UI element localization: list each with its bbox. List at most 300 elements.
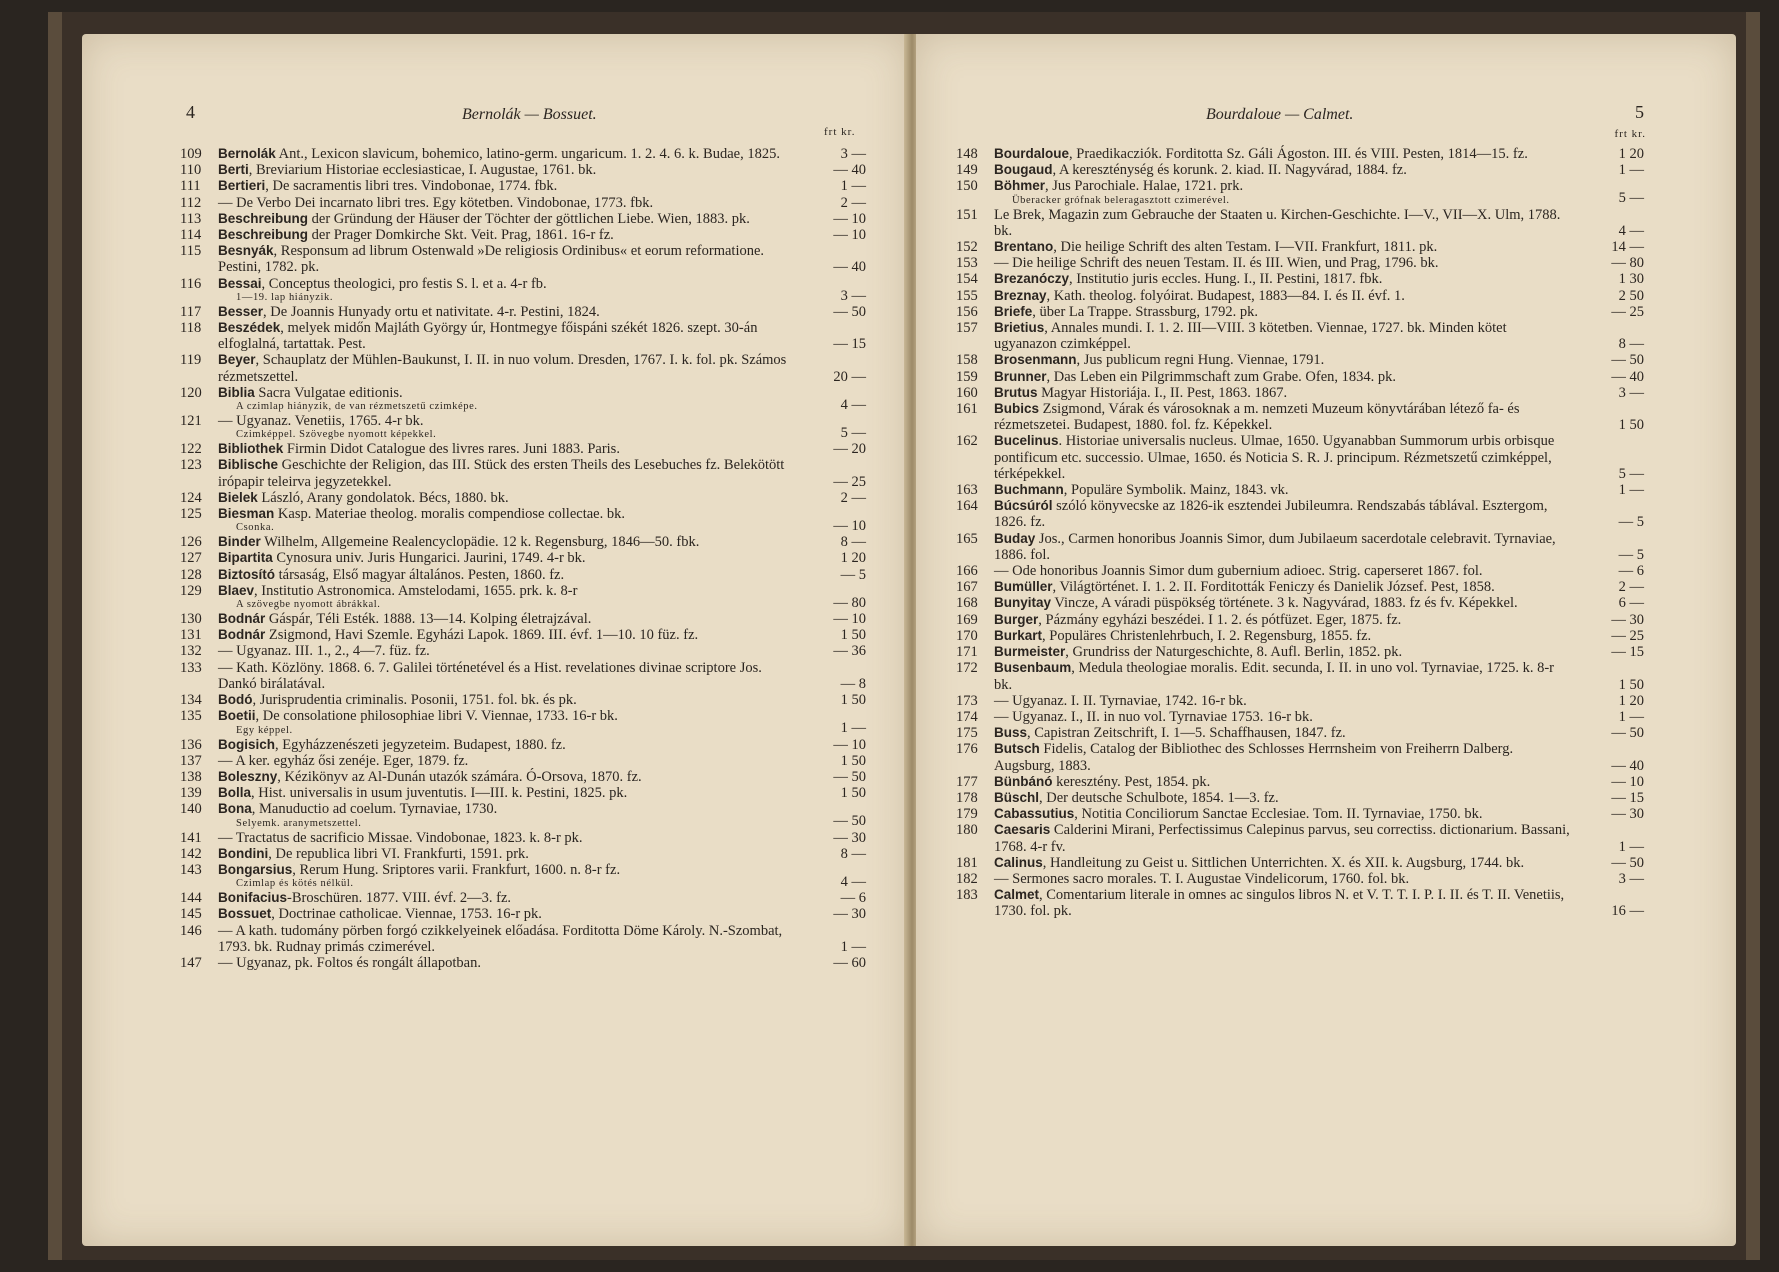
entry-price: — 10 (833, 736, 866, 753)
entry-body (218, 906, 542, 922)
entry-price: — 50 (833, 813, 866, 830)
entry-body (994, 693, 1247, 709)
entry-body (994, 871, 1409, 887)
entry-price: 2 50 (1618, 287, 1644, 304)
catalog-entry (956, 822, 1644, 854)
entry-author: Besnyák (218, 243, 274, 259)
entry-number: 148 (956, 146, 978, 162)
entry-number: 182 (956, 870, 978, 887)
entry-number: 149 (956, 162, 978, 179)
entry-description: , De sacramentis libri tres. Vindobonae, 1774. fbk. (265, 178, 558, 195)
catalog-entry (956, 855, 1644, 871)
entry-price: — 50 (1611, 854, 1644, 871)
entry-body (218, 385, 403, 401)
catalog-entry (180, 534, 866, 550)
entry-body (994, 162, 1407, 178)
entry-description: , Manuductio ad coelum. Tyrnaviae, 1730. (251, 801, 498, 818)
entry-number: 124 (180, 489, 202, 506)
entry-author: Burger (994, 611, 1039, 627)
entry-body (218, 785, 627, 801)
entry-description: , Világtörténet. I. 1. 2. II. Forditották Feniczy és Danielik József. Pest, 1858. (1052, 579, 1495, 596)
entry-price: 3 — (1618, 384, 1644, 401)
entry-description: — Die heilige Schrift des neuen Testam. II. és III. Wien, und Prag, 1796. bk. (994, 255, 1439, 272)
book-cover-edge-right (1746, 12, 1760, 1260)
entry-price: — 40 (1611, 368, 1644, 385)
catalog-entry (956, 709, 1644, 725)
catalog-entry (180, 490, 866, 506)
entry-author: Bielek (218, 489, 258, 505)
entry-author: Buchmann (994, 482, 1064, 498)
entry-author: Bodnár (218, 611, 266, 627)
entry-number: 162 (956, 433, 978, 450)
entry-number: 180 (956, 822, 978, 839)
catalog-entry (180, 276, 866, 304)
entry-number: 173 (956, 692, 978, 709)
entry-description: , Annales mundi. I. 1. 2. III—VIII. 3 kötetben. Viennae, 1727. bk. Minden kötet ugyanazon czimképpel. (994, 320, 1507, 353)
entry-description: Fidelis, Catalog der Bibliothec des Schlosses Herrnsheim von Freiherrn Dalberg. Augsburg, 1883. (994, 741, 1514, 774)
entry-author: Calinus (994, 854, 1043, 870)
entry-price: — 80 (833, 594, 866, 611)
entry-description: — Ugyanaz. III. 1., 2., 4—7. füz. fz. (218, 643, 430, 660)
entry-author: Burmeister (994, 644, 1066, 660)
catalog-entry (180, 846, 866, 862)
entry-price: 3 — (1618, 870, 1644, 887)
entry-author: Biblische (218, 457, 279, 473)
catalog-entry (956, 741, 1644, 773)
entry-price: — 30 (833, 906, 866, 923)
entry-body (218, 211, 750, 227)
entry-price: 3 — (840, 287, 866, 304)
entry-description: — A kath. tudomány pörben forgó czikkelyeinek előadása. Forditotta Döme Károly. N.-Szombat, 1793. bk. Rudnay primás czimerével. (218, 922, 783, 955)
catalog-entry (180, 352, 866, 384)
right-running-head (916, 102, 1736, 132)
entry-description: Vincze, A váradi püspökség története. 3 k. Nagyvárad, 1883. fz és fv. Képekkel. (1051, 595, 1518, 612)
right-currency-head: frt kr. (1614, 128, 1646, 140)
entry-body (994, 612, 1401, 628)
catalog-entry (956, 255, 1644, 271)
entry-price: — 15 (1611, 644, 1644, 661)
catalog-entry (180, 243, 866, 275)
entry-body (994, 498, 1548, 530)
entry-body (994, 304, 1258, 320)
entry-description: Zsigmond, Várak és városoknak a m. nemzeti Muzeum könyvtárában létező fa- és rézmetszetei. Budapest, 1880. fol. fz. Képekkel. (994, 401, 1520, 434)
entry-body (994, 790, 1279, 806)
entry-price: — 10 (1611, 773, 1644, 790)
entry-author: Bodó (218, 692, 253, 708)
entry-price: — 8 (840, 675, 866, 692)
entry-number: 181 (956, 854, 978, 871)
catalog-entry (956, 725, 1644, 741)
entry-body (218, 506, 625, 522)
entry-number: 140 (180, 801, 202, 818)
entry-description: László, Arany gondolatok. Bécs, 1880. bk. (257, 489, 509, 506)
entry-price: — 6 (840, 890, 866, 907)
entry-price: 1 50 (840, 752, 866, 769)
entry-author: Biblia (218, 384, 255, 400)
entry-description: társaság, Első magyar általános. Pesten, 1860. fz. (275, 566, 565, 583)
entry-body (994, 774, 1210, 790)
entry-description: , Populäre Symbolik. Mainz, 1843. vk. (1063, 482, 1289, 499)
entry-author: Beschreibung (218, 227, 309, 243)
entry-price: 5 — (1618, 465, 1644, 482)
catalog-entry (180, 737, 866, 753)
entry-number: 132 (180, 643, 202, 660)
entry-number: 163 (956, 482, 978, 499)
entry-price: — 50 (833, 303, 866, 320)
entry-description: Zsigmond, Havi Szemle. Egyházi Lapok. 1869. III. évf. 1—10. 10 füz. fz. (265, 627, 699, 644)
entry-description: Wilhelm, Allgemeine Realencyclopädie. 12 k. Regensburg, 1846—50. fbk. (260, 534, 700, 551)
entry-price: — 50 (1611, 352, 1644, 369)
entry-price: 1 20 (840, 550, 866, 567)
entry-description: — Kath. Közlöny. 1868. 6. 7. Galilei történetével és a Hist. revelationes divinae scriptore Jos. Dankó birálatával. (218, 659, 762, 692)
entry-description: , Schauplatz der Mühlen-Baukunst, I. II. in nuo volum. Dresden, 1767. I. k. fol. pk. Számos rézmetszettel. (218, 352, 787, 385)
entry-description: Gáspár, Téli Esték. 1888. 13—14. Kolping életrajzával. (265, 611, 592, 628)
left-entry-list (180, 146, 866, 971)
entry-body (218, 611, 591, 627)
entry-description: Calderini Mirani, Perfectissimus Calepinus parvus, seu correctiss. dictionarium. Bassani, 1768. 4-r fv. (994, 822, 1570, 855)
entry-description: , Pázmány egyházi beszédei. I 1. 2. és pótfüzet. Eger, 1875. fz. (1038, 611, 1402, 628)
entry-price: — 5 (1618, 514, 1644, 531)
entry-author: Brosenmann (994, 352, 1077, 368)
catalog-entry (180, 178, 866, 194)
entry-number: 115 (180, 243, 202, 260)
entry-price: — 40 (833, 162, 866, 179)
entry-price: 1 50 (840, 785, 866, 802)
entry-author: Bessai (218, 275, 262, 291)
entry-author: Brezanóczy (994, 271, 1070, 287)
entry-number: 146 (180, 922, 202, 939)
catalog-entry (956, 207, 1644, 239)
entry-number: 114 (180, 227, 202, 244)
catalog-entry (180, 320, 866, 352)
catalog-entry (180, 692, 866, 708)
entry-number: 170 (956, 627, 978, 644)
entry-price: 6 — (1618, 595, 1644, 612)
entry-number: 133 (180, 659, 202, 676)
catalog-entry (180, 304, 866, 320)
entry-author: Bibliothek (218, 441, 284, 457)
catalog-entry (180, 627, 866, 643)
catalog-entry (956, 162, 1644, 178)
catalog-entry (956, 320, 1644, 352)
entry-number: 121 (180, 413, 202, 430)
entry-body (218, 708, 618, 724)
catalog-entry (956, 288, 1644, 304)
entry-number: 134 (180, 692, 202, 709)
entry-body (218, 441, 620, 457)
catalog-entry (956, 612, 1644, 628)
entry-number: 135 (180, 708, 202, 725)
entry-number: 174 (956, 708, 978, 725)
entry-description: — Ugyanaz. I., II. in nuo vol. Tyrnaviae 1753. 16-r bk. (994, 708, 1313, 725)
entry-body (218, 923, 782, 955)
catalog-entry (956, 660, 1644, 692)
entry-number: 155 (956, 287, 978, 304)
entry-body (994, 288, 1405, 304)
entry-description: . Historiae universalis nucleus. Ulmae, 1650. Ugyanabban Summorum urbis orbisque pontificum etc. successio. Ulmae, 1650. és Noticia S. R. J. principum. Rézmetszetű czimképpel, térképekkel. (994, 433, 1555, 482)
catalog-entry (180, 923, 866, 955)
catalog-entry (956, 628, 1644, 644)
entry-price: — 60 (833, 954, 866, 971)
catalog-entry (180, 441, 866, 457)
entry-description: -Broschüren. 1877. VIII. évf. 2—3. fz. (287, 890, 512, 907)
entry-author: Beschreibung (218, 210, 309, 226)
entry-description: keresztény. Pest, 1854. pk. (1052, 773, 1211, 790)
entry-body (994, 178, 1243, 194)
entry-author: Bongarsius (218, 861, 293, 877)
entry-description: , A kereszténység és korunk. 2. kiad. II. Nagyvárad, 1884. fz. (1052, 162, 1407, 179)
entry-author: Bernolák (218, 146, 276, 161)
entry-note: Überacker grófnak beleragasztott czimerével. (1012, 194, 1230, 206)
entry-author: Boleszny (218, 768, 278, 784)
catalog-entry (956, 774, 1644, 790)
entry-description: , Kath. theolog. folyóirat. Budapest, 1883—84. I. és II. évf. 1. (1046, 287, 1405, 304)
entry-body (218, 769, 642, 785)
entry-body (994, 709, 1313, 725)
entry-description: , Notitia Conciliorum Sanctae Ecclesiae. Tom. II. Tyrnaviae, 1750. bk. (1074, 806, 1483, 823)
entry-price: — 6 (1618, 563, 1644, 580)
entry-description: Magyar Historiája. I., II. Pest, 1863. 1867. (1037, 384, 1288, 401)
catalog-entry (956, 498, 1644, 530)
entry-number: 127 (180, 550, 202, 567)
catalog-entry (956, 178, 1644, 206)
catalog-entry (956, 146, 1644, 162)
entry-body (218, 195, 653, 211)
entry-author: Beszédek (218, 320, 281, 336)
entry-price: — 25 (1611, 303, 1644, 320)
entry-body (994, 660, 1554, 692)
entry-body (994, 146, 1528, 162)
entry-number: 141 (180, 829, 202, 846)
entry-price: — 30 (1611, 806, 1644, 823)
entry-number: 153 (956, 255, 978, 272)
entry-body (218, 583, 577, 599)
entry-body (218, 304, 600, 320)
catalog-entry (180, 583, 866, 611)
entry-body (218, 830, 583, 846)
entry-author: Bossuet (218, 906, 272, 922)
entry-number: 166 (956, 563, 978, 580)
entry-price: 1 50 (1618, 676, 1644, 693)
entry-price: — 36 (833, 643, 866, 660)
entry-body (994, 563, 1482, 579)
entry-body (994, 741, 1513, 773)
entry-number: 116 (180, 275, 202, 292)
entry-number: 137 (180, 752, 202, 769)
catalog-entry (956, 433, 1644, 482)
entry-description: , De republica libri VI. Frankfurti, 1591. prk. (268, 845, 529, 862)
entry-number: 136 (180, 736, 202, 753)
entry-author: Burkart (994, 627, 1043, 643)
entry-price: 2 — (840, 194, 866, 211)
entry-description: Sacra Vulgatae editionis. (254, 384, 403, 401)
entry-body (994, 887, 1564, 919)
entry-body (218, 276, 547, 292)
entry-body (218, 243, 764, 275)
entry-description: — De Verbo Dei incarnato libri tres. Egy kötetben. Vindobonae, 1773. fbk. (218, 194, 654, 211)
entry-number: 171 (956, 644, 978, 661)
left-page (82, 34, 908, 1246)
entry-description: , Hist. universalis in usum juventutis. I—III. k. Pestini, 1825. pk. (251, 785, 628, 802)
entry-number: 158 (956, 352, 978, 369)
entry-body (218, 627, 698, 643)
entry-author: Bourdaloue (994, 146, 1070, 161)
entry-description: , Grundriss der Naturgeschichte, 8. Aufl. Berlin, 1852. pk. (1065, 644, 1403, 661)
entry-body (218, 890, 511, 906)
entry-price: — 10 (833, 518, 866, 535)
entry-author: Bubics (994, 401, 1040, 417)
entry-number: 126 (180, 534, 202, 551)
entry-price: 1 — (1618, 708, 1644, 725)
entry-body (218, 955, 481, 971)
entry-author: Besser (218, 303, 264, 319)
entry-body (218, 737, 566, 753)
catalog-entry (180, 146, 866, 162)
entry-body (218, 457, 784, 489)
catalog-entry (956, 401, 1644, 433)
entry-author: Bougaud (994, 162, 1053, 178)
entry-author: Böhmer (994, 178, 1046, 194)
entry-author: Brentano (994, 239, 1054, 255)
entry-description: — Ugyanaz. I. II. Tyrnaviae, 1742. 16-r bk. (994, 692, 1247, 709)
entry-body (994, 628, 1371, 644)
entry-author: Breznay (994, 287, 1047, 303)
entry-price: 2 — (1618, 579, 1644, 596)
entry-body (218, 146, 780, 162)
entry-description: , über La Trappe. Strassburg, 1792. pk. (1032, 303, 1258, 320)
entry-number: 168 (956, 595, 978, 612)
entry-price: 1 50 (840, 692, 866, 709)
entry-price: 2 — (840, 489, 866, 506)
entry-price: 20 — (833, 368, 866, 385)
entry-body (994, 320, 1507, 352)
entry-price: — 25 (1611, 627, 1644, 644)
catalog-entry (180, 413, 866, 441)
entry-number: 122 (180, 441, 202, 458)
catalog-entry (956, 871, 1644, 887)
catalog-entry (180, 506, 866, 534)
catalog-entry (956, 887, 1644, 919)
entry-author: Bipartita (218, 550, 273, 566)
entry-description: , Das Leben ein Pilgrimmschaft zum Grabe. Ofen, 1834. pk. (1046, 368, 1397, 385)
entry-price: — 30 (833, 829, 866, 846)
entry-price: 1 50 (840, 627, 866, 644)
entry-description: Le Brek, Magazin zum Gebrauche der Staaten u. Kirchen-Geschichte. I—V., VII—X. Ulm, 1788. bk. (994, 206, 1561, 239)
book-cover-edge-left (48, 12, 62, 1260)
catalog-entry (180, 769, 866, 785)
catalog-entry (956, 239, 1644, 255)
entry-description: , melyek midőn Majláth György úr, Hontmegye főispáni székét 1826. szept. 30-án elfoglalná, tartattak. Pest. (218, 320, 758, 353)
entry-price: — 25 (833, 473, 866, 490)
entry-number: 154 (956, 271, 978, 288)
left-currency-head: frt kr. (824, 126, 856, 138)
entry-author: Boetii (218, 708, 256, 724)
right-entry-list (956, 146, 1644, 920)
entry-author: Blaev (218, 582, 255, 598)
entry-description: , Conceptus theologici, pro festis S. l. et a. 4-r fb. (261, 275, 547, 292)
catalog-entry (180, 567, 866, 583)
entry-number: 178 (956, 789, 978, 806)
entry-price: — 10 (833, 227, 866, 244)
entry-number: 131 (180, 627, 202, 644)
entry-price: 1 — (1618, 162, 1644, 179)
entry-price: 1 30 (1618, 271, 1644, 288)
catalog-entry (956, 271, 1644, 287)
entry-description: — Ode honoribus Joannis Simor dum gubernium adioec. Strig. caperseret 1867. fol. (994, 563, 1483, 580)
entry-body (994, 531, 1556, 563)
entry-description: Kasp. Materiae theolog. moralis compendiose collectae. bk. (274, 506, 625, 523)
entry-body (218, 692, 577, 708)
catalog-entry (180, 385, 866, 413)
entry-description: , Institutio juris eccles. Hung. I., II. Pestini, 1817. fbk. (1069, 271, 1383, 288)
entry-price: — 10 (833, 210, 866, 227)
entry-description: Geschichte der Religion, das III. Stück des ersten Theils des Lesebuches fz. Belekötött irópapir teleirva jegyzetekkel. (218, 457, 785, 490)
entry-price: 1 20 (1618, 146, 1644, 162)
entry-body (218, 862, 620, 878)
entry-description: , Handleitung zu Geist u. Sittlichen Unterrichten. X. és XII. k. Augsburg, 1744. bk. (1042, 854, 1525, 871)
entry-number: 110 (180, 162, 202, 179)
entry-price: — 30 (1611, 611, 1644, 628)
entry-body (994, 725, 1346, 741)
entry-description: — A ker. egyház ősi zenéje. Eger, 1879. fz. (218, 752, 469, 769)
catalog-entry (956, 693, 1644, 709)
entry-description: , Egyházzenészeti jegyzeteim. Budapest, 1880. fz. (275, 736, 566, 753)
entry-description: , Populäres Christenlehrbuch, I. 2. Regensburg, 1855. fz. (1042, 627, 1372, 644)
entry-number: 176 (956, 741, 978, 758)
entry-number: 160 (956, 384, 978, 401)
entry-description: , Breviarium Historiae ecclesiasticae, I. Augustae, 1761. bk. (248, 162, 597, 179)
entry-description: — Sermones sacro morales. T. I. Augustae Vindelicorum, 1760. fol. bk. (994, 870, 1410, 887)
catalog-entry (180, 660, 866, 692)
entry-description: — Ugyanaz. Venetiis, 1765. 4-r bk. (218, 413, 424, 430)
entry-body (218, 490, 509, 506)
entry-number: 142 (180, 845, 202, 862)
entry-body (218, 846, 529, 862)
entry-price: — 40 (833, 259, 866, 276)
entry-number: 144 (180, 890, 202, 907)
entry-price: 1 — (840, 178, 866, 195)
entry-number: 125 (180, 506, 202, 523)
entry-price: — 40 (1611, 757, 1644, 774)
entry-body (994, 644, 1402, 660)
entry-author: Brutus (994, 384, 1038, 400)
entry-body (218, 550, 586, 566)
entry-number: 109 (180, 146, 202, 162)
entry-number: 117 (180, 303, 202, 320)
catalog-entry (180, 457, 866, 489)
catalog-entry (180, 862, 866, 890)
entry-body (218, 352, 786, 384)
catalog-entry (956, 352, 1644, 368)
entry-note: Czimképpel. Szövegbe nyomott képekkel. (236, 429, 437, 441)
entry-number: 183 (956, 887, 978, 904)
catalog-entry (180, 227, 866, 243)
entry-price: 1 — (840, 938, 866, 955)
entry-author: Bucelinus (994, 433, 1059, 449)
entry-note: 1—19. lap hiányzik. (236, 291, 334, 303)
entry-number: 159 (956, 368, 978, 385)
entry-author: Butsch (994, 741, 1040, 757)
entry-body (218, 801, 497, 817)
entry-price: 8 — (840, 534, 866, 551)
entry-body (994, 822, 1570, 854)
entry-body (994, 255, 1438, 271)
catalog-entry (956, 563, 1644, 579)
entry-number: 156 (956, 303, 978, 320)
entry-number: 139 (180, 785, 202, 802)
catalog-entry (180, 550, 866, 566)
entry-number: 177 (956, 773, 978, 790)
